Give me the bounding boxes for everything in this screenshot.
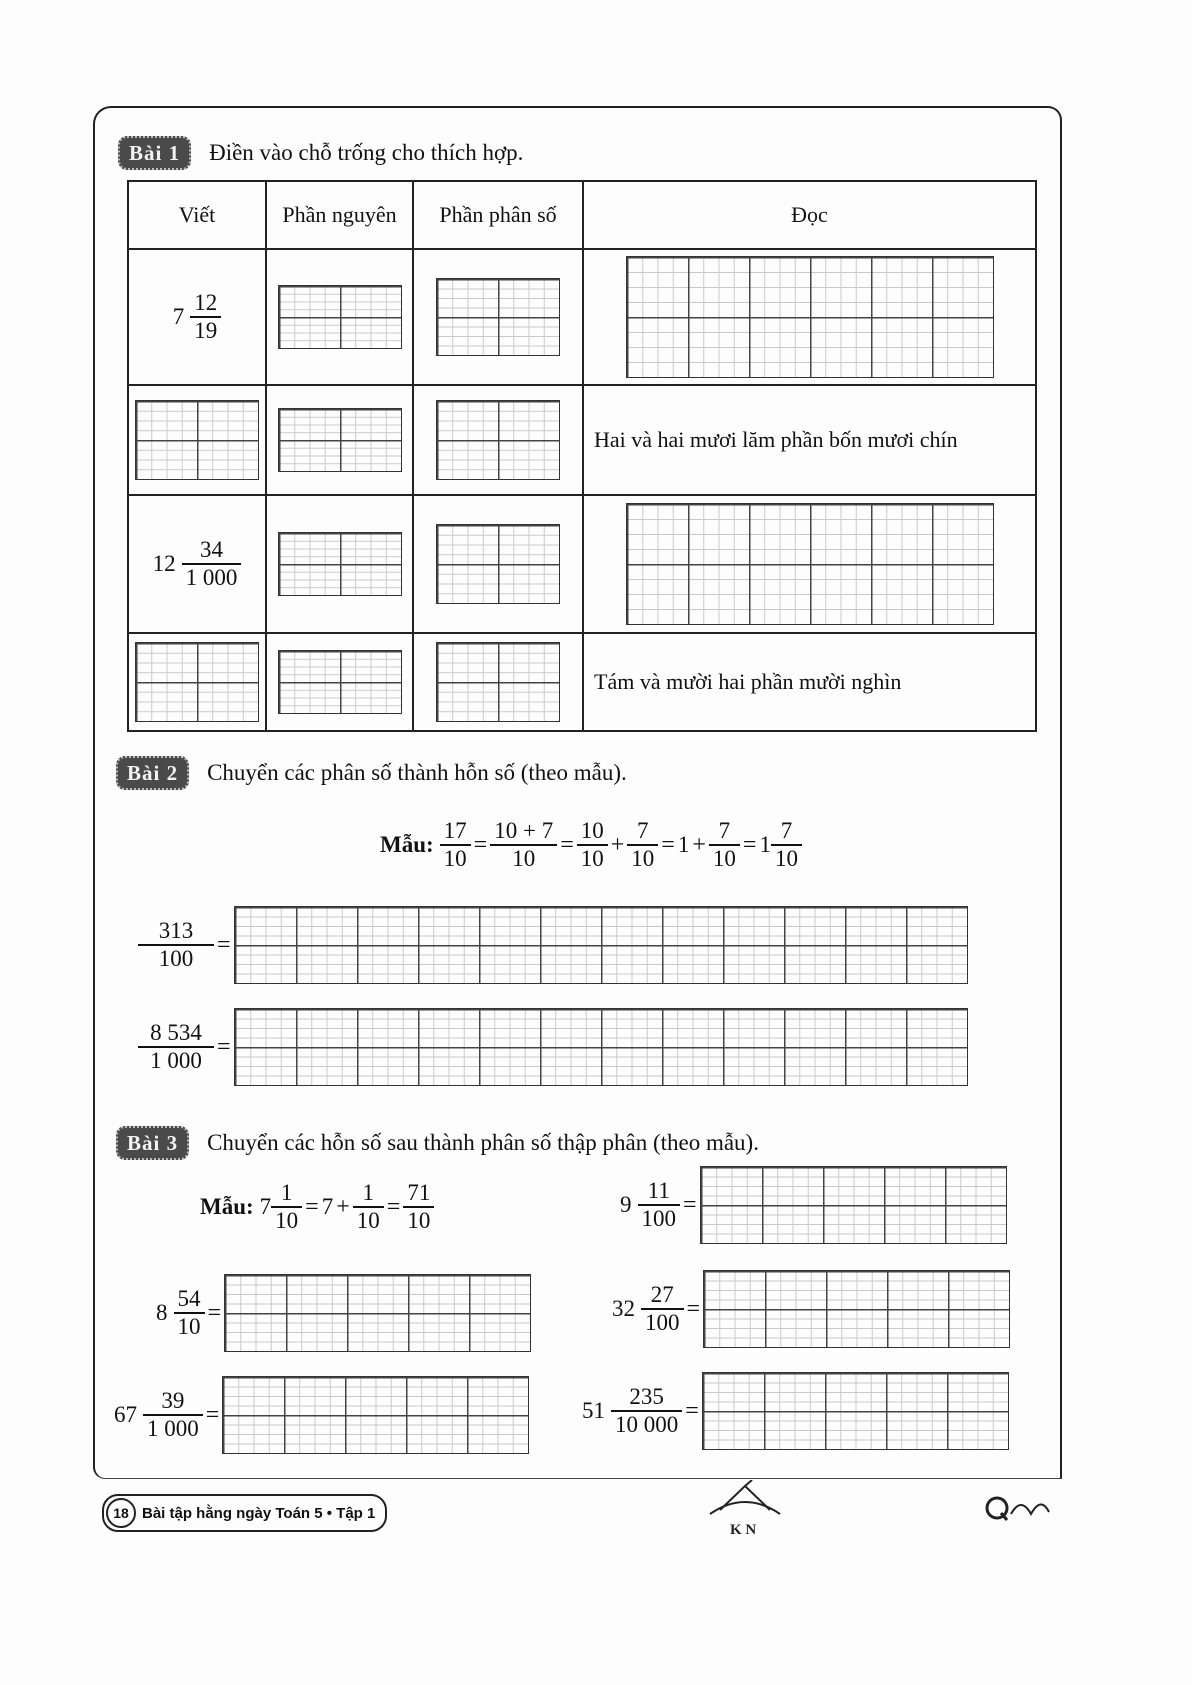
fraction: $\frac{12}{19}$ xyxy=(190,290,221,345)
fraction: $\frac{7}{10}$ xyxy=(709,818,740,873)
bai3-item: 8 $\frac{54}{10}$ = xyxy=(156,1274,531,1352)
answer-grid[interactable] xyxy=(222,1376,529,1454)
example-label: Mẫu: xyxy=(200,1194,254,1220)
bai2-item: $\frac{8 534}{1 000}$ = xyxy=(138,1008,968,1086)
book-title: Bài tập hằng ngày Toán 5 • Tập 1 xyxy=(142,1504,376,1522)
answer-grid[interactable] xyxy=(278,650,402,714)
mixed-number: 9 $\frac{11}{100}$ xyxy=(620,1178,680,1233)
bai3-example: Mẫu: 7 $\frac{1}{10}$ = 7 + $\frac{1}{10}$ = $\frac{71}{10}$ xyxy=(200,1180,434,1235)
svg-text:K N: K N xyxy=(730,1522,757,1538)
bai3-item: 32 $\frac{27}{100}$ = xyxy=(612,1270,1010,1348)
whole-part: 1 xyxy=(759,832,771,858)
cell-doc xyxy=(583,495,1036,633)
cell-phan-nguyen xyxy=(266,495,413,633)
whole-part: 7 xyxy=(259,1194,272,1220)
mixed-number: 8 $\frac{54}{10}$ xyxy=(156,1286,205,1341)
bai2-badge: Bài 2 xyxy=(116,756,189,790)
answer-grid[interactable] xyxy=(278,532,402,596)
header-phan-nguyen: Phần nguyên xyxy=(266,181,413,249)
cell-phan-nguyen xyxy=(266,249,413,385)
mixed-number xyxy=(153,537,242,592)
mixed-number: 32 $\frac{27}{100}$ xyxy=(612,1282,684,1337)
bai3-badge: Bài 3 xyxy=(116,1126,189,1160)
bai1-heading xyxy=(118,136,523,170)
bai1-badge: Bài 1 xyxy=(118,136,191,170)
cell-phan-nguyen xyxy=(266,385,413,495)
bai2-instruction: Chuyển các phân số thành hỗn số (theo mẫu). xyxy=(207,760,627,785)
cell-viet xyxy=(128,495,266,633)
fraction: $\frac{10 + 7}{10}$ xyxy=(490,818,557,873)
bai3-item: 67 $\frac{39}{1 000}$ = xyxy=(114,1376,529,1454)
bai1-table xyxy=(127,180,1037,732)
header-phan-phan-so: Phần phân số xyxy=(413,181,583,249)
cell-doc xyxy=(583,249,1036,385)
bai1-instruction: Điền vào chỗ trống cho thích hợp. xyxy=(209,140,524,165)
fraction: $\frac{7}{10}$ xyxy=(771,818,802,873)
whole-part: 7 xyxy=(321,1194,334,1220)
answer-grid[interactable] xyxy=(436,400,560,480)
fraction: $\frac{7}{10}$ xyxy=(627,818,658,873)
example-label: Mẫu: xyxy=(380,832,434,858)
whole-part: 1 xyxy=(677,832,690,858)
cell-phan-phan-so xyxy=(413,633,583,731)
mixed-number: 67 $\frac{39}{1 000}$ xyxy=(114,1388,203,1443)
answer-grid[interactable] xyxy=(436,642,560,722)
cell-viet xyxy=(128,633,266,731)
table-row xyxy=(128,495,1036,633)
answer-grid[interactable] xyxy=(278,285,402,349)
whole-part: 12 xyxy=(152,551,176,576)
header-doc: Đọc xyxy=(583,181,1036,249)
table-row xyxy=(128,249,1036,385)
answer-grid[interactable] xyxy=(700,1166,1007,1244)
page-number: 18 xyxy=(106,1498,136,1528)
answer-grid[interactable] xyxy=(703,1270,1010,1348)
answer-grid[interactable] xyxy=(234,1008,968,1086)
answer-grid[interactable] xyxy=(436,278,560,356)
whole-part: 7 xyxy=(172,304,185,329)
fraction: $\frac{71}{10}$ xyxy=(403,1180,434,1235)
bai3-item: 9 $\frac{11}{100}$ = xyxy=(620,1166,1007,1244)
header-viet: Viết xyxy=(128,181,266,249)
answer-grid[interactable] xyxy=(702,1372,1009,1450)
publisher-logo-icon xyxy=(700,1480,790,1540)
fraction: $\frac{1}{10}$ xyxy=(271,1180,302,1235)
answer-grid[interactable] xyxy=(436,524,560,604)
table-header-row xyxy=(128,181,1036,249)
mixed-number xyxy=(173,290,222,345)
cell-phan-phan-so xyxy=(413,249,583,385)
answer-grid[interactable] xyxy=(234,906,968,984)
cell-phan-phan-so xyxy=(413,385,583,495)
qbook-logo-icon xyxy=(985,1488,1055,1528)
fraction: $\frac{10}{10}$ xyxy=(577,818,608,873)
fraction: $\frac{8 534}{1 000}$ xyxy=(138,1020,214,1075)
answer-grid[interactable] xyxy=(626,256,994,378)
bai3-heading xyxy=(116,1126,759,1160)
cell-viet xyxy=(128,249,266,385)
table-row xyxy=(128,633,1036,731)
bai2-heading xyxy=(116,756,627,790)
bai2-example: Mẫu: $\frac{17}{10}$ = $\frac{10 + 7}{10}$ = $\frac{10}{10}$ + $\frac{7}{10}$ = 1 + $\frac{7}{10}$ = 1 $\frac{7}{10}$ xyxy=(380,818,802,873)
footer-book-title xyxy=(102,1494,387,1532)
bai3-item: 51 $\frac{235}{10 000}$ = xyxy=(582,1372,1009,1450)
bai3-instruction: Chuyển các hỗn số sau thành phân số thập phân (theo mẫu). xyxy=(207,1130,759,1155)
table-row xyxy=(128,385,1036,495)
cell-phan-nguyen xyxy=(266,633,413,731)
fraction: $\frac{17}{10}$ xyxy=(440,818,471,873)
mixed-number: 51 $\frac{235}{10 000}$ xyxy=(582,1384,682,1439)
answer-grid[interactable] xyxy=(135,400,259,480)
answer-grid[interactable] xyxy=(278,408,402,472)
answer-grid[interactable] xyxy=(626,503,994,625)
answer-grid[interactable] xyxy=(224,1274,531,1352)
fraction: $\frac{34}{1 000}$ xyxy=(182,537,242,592)
cell-doc: Tám và mười hai phần mười nghìn xyxy=(583,633,1036,731)
fraction: $\frac{313}{100}$ xyxy=(138,918,214,973)
cell-phan-phan-so xyxy=(413,495,583,633)
fraction: $\frac{1}{10}$ xyxy=(353,1180,384,1235)
cell-doc: Hai và hai mươi lăm phần bốn mươi chín xyxy=(583,385,1036,495)
answer-grid[interactable] xyxy=(135,642,259,722)
bai2-item: $\frac{313}{100}$ = xyxy=(138,906,968,984)
cell-viet xyxy=(128,385,266,495)
